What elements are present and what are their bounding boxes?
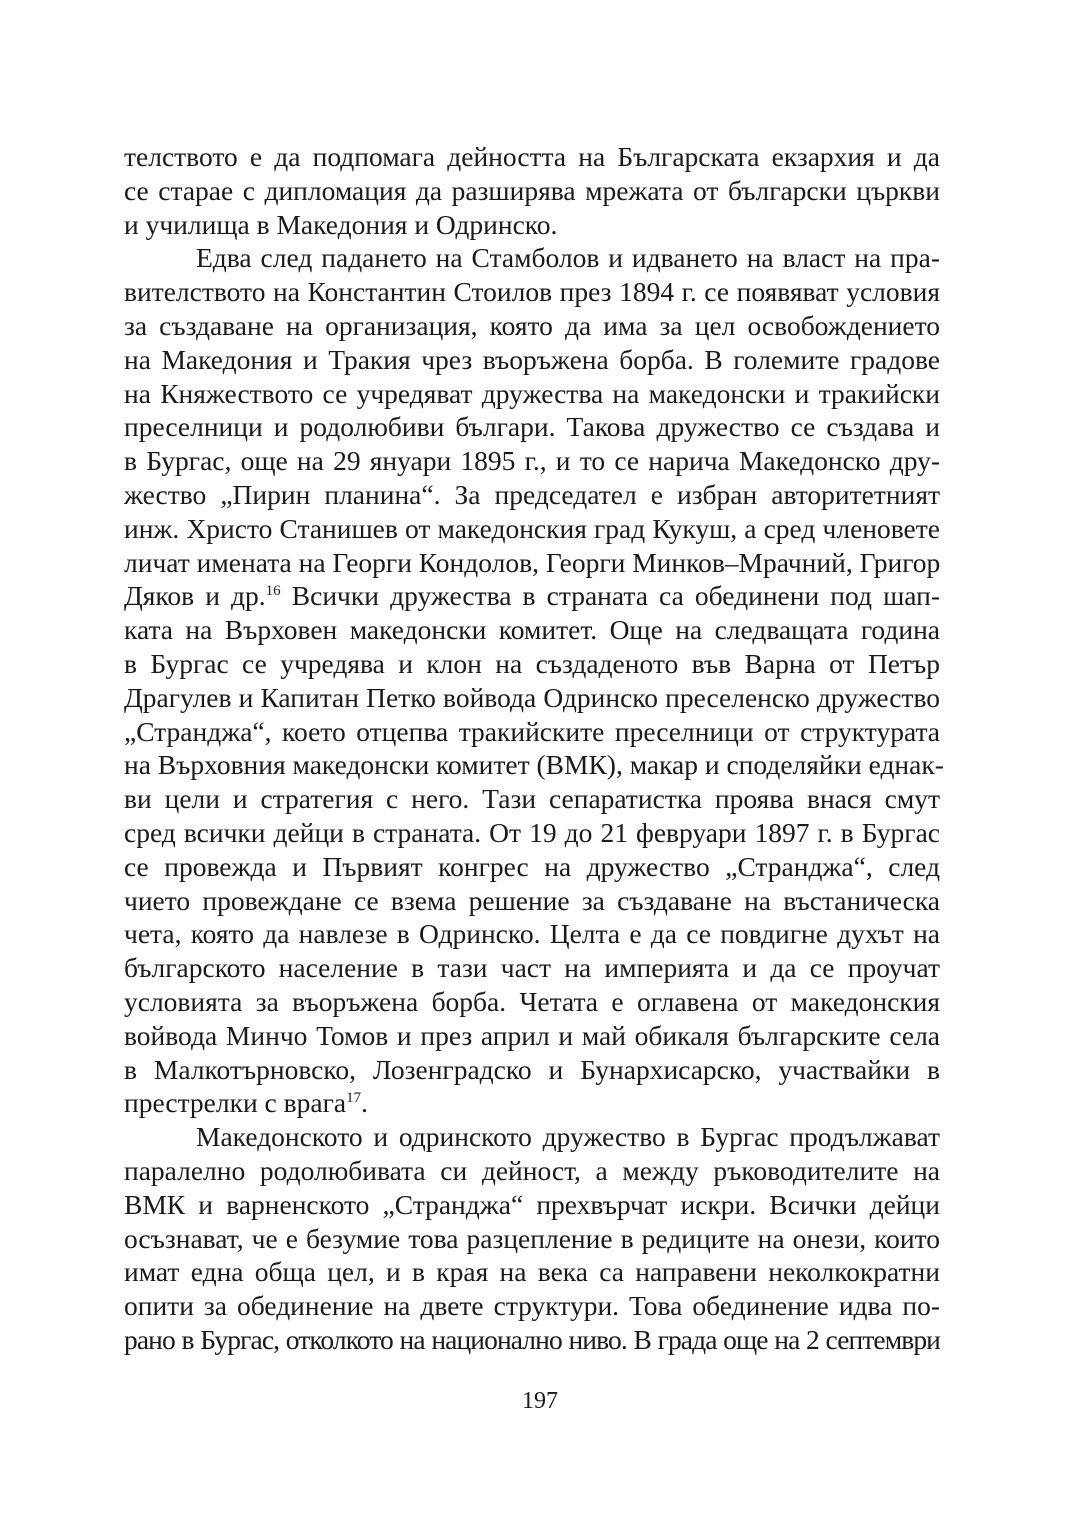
text-line: сред всички дейци в страната. От 19 до 21 февруари 1897 г. в Бургас [124,816,940,848]
text-line: инж. Христо Станишев от македонския град Кукуш, а сред членовете [124,512,940,544]
text-line: на Върховния македонски комитет (ВМК), макар и споделяйки еднак- [124,749,944,781]
text-line: чета, която да навлезе в Одринско. Целта е да се повдигне духът на [124,918,940,950]
text-segment: престрелки с врага [124,1087,347,1119]
paragraph-continuation [124,140,940,241]
text-line: опити за обединение на двете структури. Това обединение идва по- [124,1290,940,1322]
text-segment: Всички дружества в страната са обединени под шап- [280,580,940,612]
text-segment: Дяков и др. [124,580,266,612]
text-line-with-footnote [124,579,940,613]
text-line: ката на Върховен македонски комитет. Още на следващата година [124,614,940,646]
text-line: личат имената на Георги Кондолов, Георги Минков–Мрачний, Григор [124,546,941,578]
text-line: ВМК и варненското „Странджа“ прехвърчат искри. Всички дейци [124,1188,940,1220]
text-line: се провежда и Първият конгрес на дружество „Странджа“, след [124,850,940,882]
text-line: и училища в Македония и Одринско. [124,208,558,240]
paragraph-stoilov-government [124,241,944,1120]
text-line: българското население в тази част на империята и да се проучат [124,952,940,984]
text-line: за създаване на организация, която да има за цел освобождението [124,309,940,341]
text-line: в Малкотърновско, Лозенградско и Бунархисарско, участвайки в [124,1053,940,1085]
text-line: в Бургас, още на 29 януари 1895 г., и то се нарича Македонско дру- [124,445,940,477]
text-line: жество „Пирин планина“. За председател е избран авторитетният [124,478,940,510]
text-line: паралелно родолюбивата си дейност, а между ръководителите на [124,1154,940,1186]
page-body [124,140,944,1357]
page-number: 197 [522,1388,558,1414]
text-line: в Бургас се учредява и клон на създаденото във Варна от Петър [124,647,940,679]
text-line: ви цели и стратегия с него. Тази сепаратистка проява внася смут [124,783,940,815]
text-line: осъзнават, че е безумие това разцепление в редиците на онези, които [124,1222,940,1254]
text-line: телството е да подпомага дейността на Българската екзархия и да [124,141,940,172]
footnote-ref-16: 16 [265,583,281,600]
text-line: преселници и родолюбиви българи. Такова дружество се създава и [124,411,940,443]
text-line: на Княжеството се учредяват дружества на македонски и тракийски [124,377,940,409]
text-line-with-footnote [124,1086,940,1120]
text-segment: . [361,1087,368,1119]
text-line: „Странджа“, което отцепва тракийските преселници от структурата [124,715,940,747]
text-line: условията за въоръжена борба. Четата е оглавена от македонския [124,985,940,1017]
paragraph-burgas-societies [124,1120,940,1357]
text-line: рано в Бургас, отколкото на национално ниво. В града още на 2 септември [124,1323,940,1355]
footnote-ref-17: 17 [346,1090,362,1107]
text-line: Македонското и одринското дружество в Бургас продължават [196,1121,940,1153]
text-line: се старае с дипломация да разширява мрежата от български църкви [124,174,940,206]
text-line: имат една обща цел, и в края на века са направени неколкократни [124,1256,940,1288]
text-line: на Македония и Тракия чрез въоръжена борба. В големите градове [124,343,940,375]
text-line: Едва след падането на Стамболов и идването на власт на пра- [196,242,940,274]
text-line: Драгулев и Капитан Петко войвода Одринско преселенско дружество [124,681,940,713]
text-line: чието провеждане се взема решение за създаване на въстаническа [124,884,940,916]
text-line: войвода Минчо Томов и през април и май обикаля българските села [124,1019,940,1051]
text-line: вителството на Константин Стоилов през 1894 г. се появяват условия [124,276,940,308]
